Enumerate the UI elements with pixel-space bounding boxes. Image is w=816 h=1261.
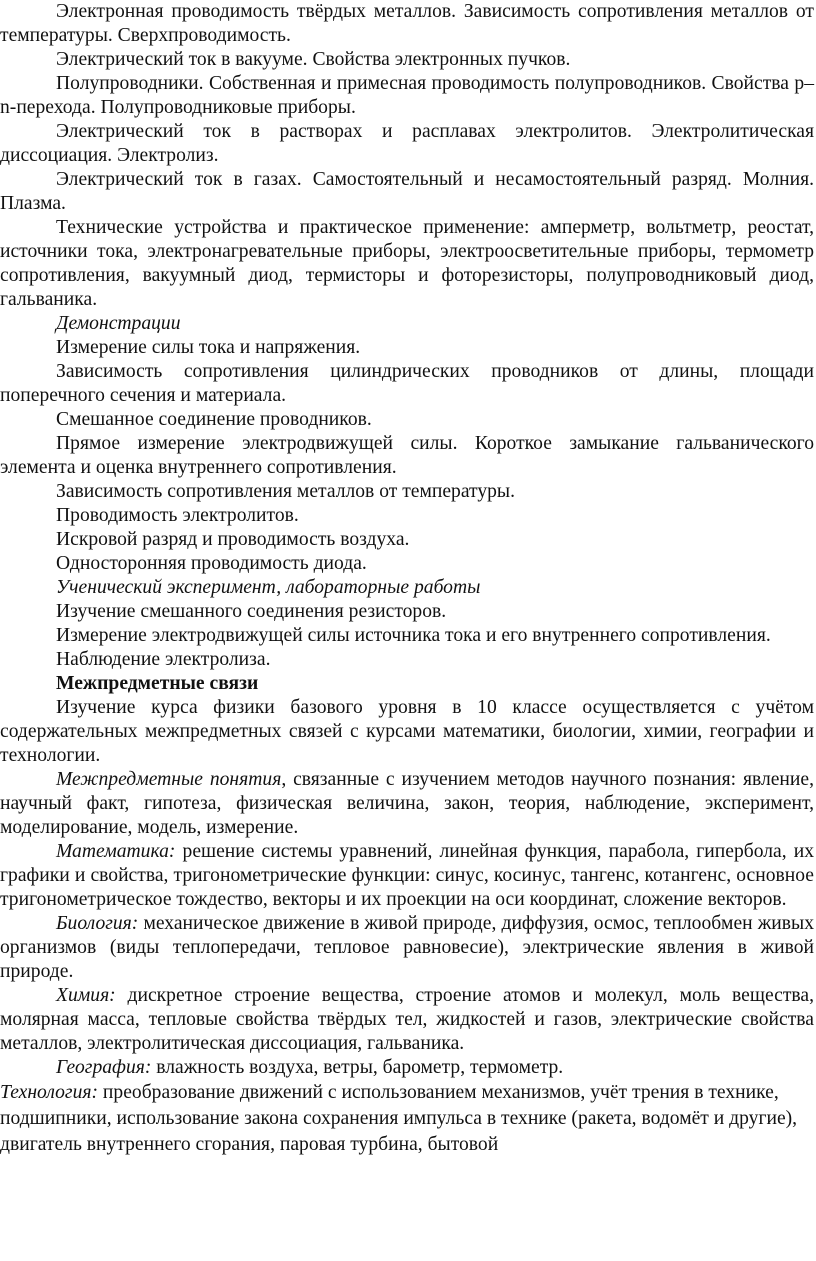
paragraph: Электрический ток в газах. Самостоятельный и несамостоятельный разряд. Молния. Плазма. — [0, 169, 814, 214]
paragraph: Измерение электродвижущей силы источника тока и его внутреннего сопротивления. — [56, 625, 771, 646]
paragraph-lead: Химия: — [56, 985, 116, 1006]
paragraph: Полупроводники. Собственная и примесная проводимость полупроводников. Свойства p–n-перехода. Полупроводниковые приборы. — [0, 73, 814, 118]
section-heading-lab-works: Ученический эксперимент, лабораторные работы — [56, 577, 481, 598]
paragraph: Электрический ток в вакууме. Свойства электронных пучков. — [56, 49, 571, 70]
paragraph: Смешанное соединение проводников. — [56, 409, 372, 430]
paragraph-body: преобразование движений с использованием механизмов, учёт трения в технике, подшипники, использование закона сохранения импульса в технике (ракета, водомёт и другие), двигатель внутреннего сгорания, паровая турбина, бытовой — [0, 1082, 798, 1155]
paragraph-body: влажность воздуха, ветры, барометр, термометр. — [151, 1057, 564, 1078]
paragraph: Изучение курса физики базового уровня в 10 классе осуществляется с учётом содержательных межпредметных связей с курсами математики, биологии, химии, географии и технологии. — [0, 697, 814, 766]
paragraph-body: дискретное строение вещества, строение атомов и молекул, моль вещества, молярная масса, тепловые свойства твёрдых тел, жидкостей и газов, электрические свойства металлов, электролитическая диссоциация, гальваника. — [0, 985, 814, 1054]
paragraph: Прямое измерение электродвижущей силы. Короткое замыкание гальванического элемента и оценка внутреннего сопротивления. — [0, 433, 814, 478]
paragraph-math — [0, 840, 814, 912]
paragraph: Изучение смешанного соединения резисторов. — [56, 601, 447, 622]
paragraph: Зависимость сопротивления металлов от температуры. — [56, 481, 515, 502]
paragraph-geography — [0, 1056, 814, 1080]
paragraph: Технические устройства и практическое применение: амперметр, вольтметр, реостат, источники тока, электронагревательные приборы, электроосветительные приборы, термометр сопротивления, вакуумный диод, термисторы и фоторезисторы, полупроводниковый диод, гальваника. — [0, 217, 814, 310]
paragraph: Искровой разряд и проводимость воздуха. — [56, 529, 410, 550]
paragraph: Электронная проводимость твёрдых металлов. Зависимость сопротивления металлов от температуры. Сверхпроводимость. — [0, 1, 814, 46]
paragraph: Односторонняя проводимость диода. — [56, 553, 367, 574]
paragraph: Проводимость электролитов. — [56, 505, 299, 526]
paragraph-body: , связанные с изучением методов научного познания: явление, научный факт, гипотеза, физическая величина, закон, теория, наблюдение, эксперимент, моделирование, модель, измерение. — [0, 769, 814, 838]
paragraph-body: решение системы уравнений, линейная функция, парабола, гипербола, их графики и свойства, тригонометрические функции: синус, косинус, тангенс, котангенс, основное тригонометрическое тождество, векторы и их проекции на оси координат, сложение векторов. — [0, 841, 814, 910]
paragraph: Наблюдение электролиза. — [56, 649, 271, 670]
paragraph: Измерение силы тока и напряжения. — [56, 337, 361, 358]
paragraph: Электрический ток в растворах и расплавах электролитов. Электролитическая диссоциация. Электролиз. — [0, 121, 814, 166]
paragraph-biology — [0, 912, 814, 984]
paragraph-lead: Технология: — [0, 1082, 99, 1103]
paragraph-technology — [0, 1080, 814, 1158]
section-heading-interdisciplinary: Межпредметные связи — [56, 673, 259, 694]
paragraph-concepts — [0, 768, 814, 840]
paragraph-lead: Межпредметные понятия — [56, 769, 282, 790]
paragraph-body: механическое движение в живой природе, диффузия, осмос, теплообмен живых организмов (виды теплопередачи, тепловое равновесие), электрические явления в живой природе. — [0, 913, 814, 982]
paragraph: Зависимость сопротивления цилиндрических проводников от длины, площади поперечного сечения и материала. — [0, 361, 814, 406]
paragraph-chemistry — [0, 984, 814, 1056]
paragraph-lead: Математика: — [56, 841, 176, 862]
section-heading-demonstrations: Демонстрации — [56, 313, 181, 334]
paragraph-lead: География: — [56, 1057, 152, 1078]
paragraph-lead: Биология: — [56, 913, 139, 934]
